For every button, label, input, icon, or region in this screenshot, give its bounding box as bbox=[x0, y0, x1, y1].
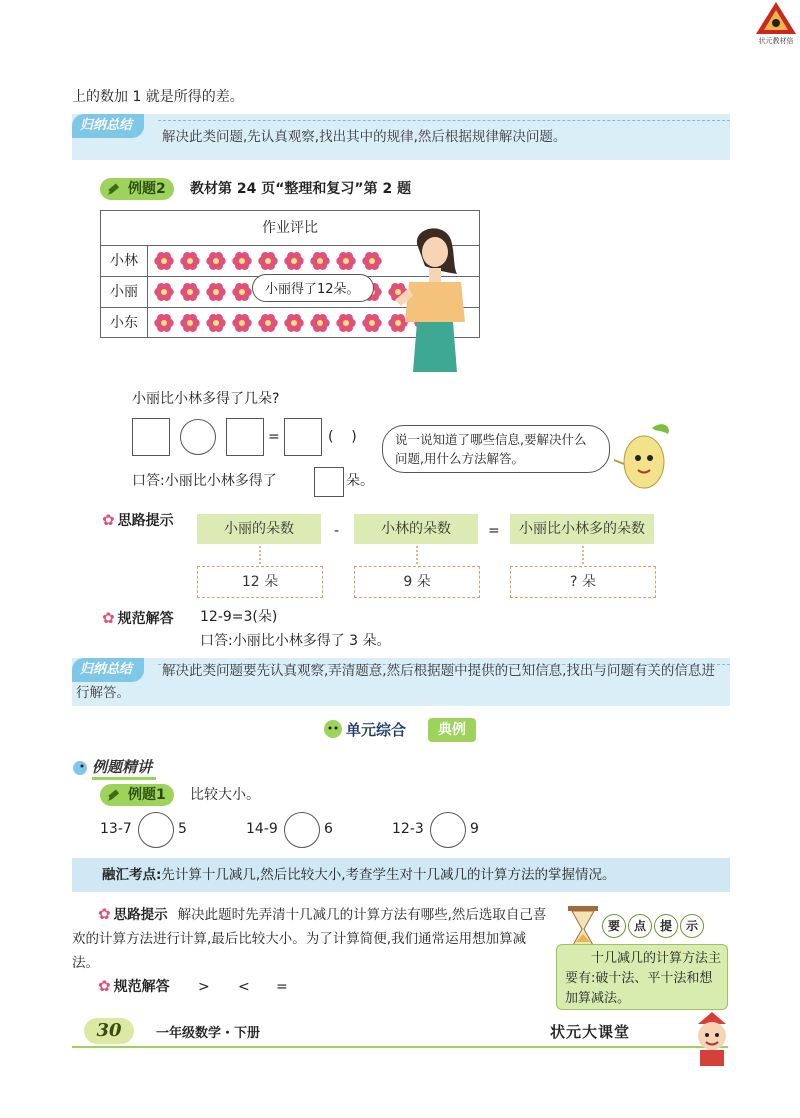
example1-tag-label: 例题1 bbox=[128, 787, 166, 803]
thinking2-text: 解决此题时先弄清十几减几的计算方法有哪些,然后选取自己喜欢的计算方法进行计算,最后比较大小。为了计算简便,我们通常运用想加算减法。 bbox=[72, 907, 547, 971]
flower-icon bbox=[336, 252, 355, 270]
answer-box-3[interactable] bbox=[284, 418, 322, 456]
mascot-speech-bubble bbox=[382, 425, 610, 473]
flower-icon bbox=[180, 252, 199, 270]
example2-title: 教材第 24 页“整理和复习”第 2 题 bbox=[190, 181, 412, 197]
keypoint-box bbox=[556, 944, 728, 1010]
think-value-unknown: ? 朵 bbox=[510, 566, 656, 598]
answer-label-1 bbox=[102, 608, 174, 628]
flower-icon bbox=[284, 252, 303, 270]
thinking-label-text-1: 思路提示 bbox=[117, 513, 174, 529]
example1-tag bbox=[100, 784, 174, 806]
teacher-illustration bbox=[395, 222, 475, 372]
answer1-line1: 12-9=3(朵) bbox=[200, 609, 278, 625]
mascot-illustration bbox=[612, 420, 674, 494]
thinking2-label: 思路提示 bbox=[113, 907, 168, 923]
think-minus: - bbox=[334, 523, 340, 539]
summary-text-2: 解决此类问题要先认真观察,弄清题意,然后根据题中提供的已知信息,找出与问题有关的信息进行解答。 bbox=[76, 663, 715, 701]
summary-tag-1: 归纳总结 bbox=[72, 114, 144, 138]
flower-bullet-icon: ✿ bbox=[102, 609, 115, 627]
flower-icon bbox=[362, 314, 381, 332]
compare-circle[interactable] bbox=[430, 812, 466, 848]
keypoint-char: 要 bbox=[602, 914, 626, 938]
kaodian-body: 先计算十几减几,然后比较大小,考查学生对十几减几的计算方法的掌握情况。 bbox=[161, 867, 616, 883]
footer-line bbox=[72, 1046, 728, 1048]
row-label: 小林 bbox=[101, 246, 148, 276]
teacher-speech-bubble bbox=[252, 274, 374, 302]
think-value-9: 9 朵 bbox=[354, 566, 480, 598]
pencil-icon bbox=[106, 181, 122, 197]
expr-right: 6 bbox=[324, 821, 333, 837]
mascot-bubble-text: 说一说知道了哪些信息,要解决什么问题,用什么方法解答。 bbox=[395, 432, 587, 466]
unit-header-right: 典例 bbox=[428, 718, 476, 742]
flower-bullet-icon: ✿ bbox=[102, 511, 115, 529]
flower-icon bbox=[180, 314, 199, 332]
answer2-symbol-2: < bbox=[238, 979, 250, 995]
answer-label-2 bbox=[98, 976, 170, 996]
think-box-lili: 小丽的朵数 bbox=[197, 514, 321, 544]
keypoint-char: 点 bbox=[628, 914, 652, 938]
footer-mascot bbox=[688, 1008, 736, 1068]
expr-right: 9 bbox=[470, 821, 479, 837]
table-header: 作业评比 bbox=[101, 211, 479, 246]
flower-icon bbox=[258, 252, 277, 270]
top-line: 上的数加 1 就是所得的差。 bbox=[72, 89, 244, 105]
flower-icon bbox=[154, 283, 173, 301]
compare-expr-1 bbox=[100, 812, 200, 848]
operator-circle[interactable] bbox=[180, 419, 216, 455]
expr-right: 5 bbox=[178, 821, 187, 837]
row-label: 小东 bbox=[101, 308, 148, 338]
flower-icon bbox=[362, 252, 381, 270]
summary-band-1 bbox=[72, 114, 730, 160]
flower-icon bbox=[258, 314, 277, 332]
compare-circle[interactable] bbox=[138, 812, 174, 848]
expr-left: 12-3 bbox=[392, 821, 424, 837]
think-value-12: 12 朵 bbox=[197, 566, 323, 598]
summary-text-1: 解决此类问题,先认真观察,找出其中的规律,然后根据规律解决问题。 bbox=[162, 129, 567, 145]
summary-band-2 bbox=[72, 658, 730, 706]
answer2-symbol-3: = bbox=[276, 979, 288, 995]
compare-expr-2 bbox=[246, 812, 346, 848]
brand-logo-icon bbox=[752, 0, 800, 38]
example2-tag-label: 例题2 bbox=[128, 181, 166, 197]
keypoint-title bbox=[602, 914, 704, 940]
flower-icon bbox=[206, 252, 225, 270]
row-label: 小丽 bbox=[101, 277, 148, 307]
answer1-line2: 口答:小丽比小林多得了 3 朵。 bbox=[200, 633, 391, 649]
page-number: 30 bbox=[84, 1018, 134, 1044]
footer-subject: 一年级数学・下册 bbox=[156, 1026, 261, 1041]
oral-answer-prefix: 口答:小丽比小林多得了 bbox=[132, 473, 277, 489]
expr-left: 14-9 bbox=[246, 821, 278, 837]
unit-header bbox=[322, 716, 478, 744]
flower-icon bbox=[310, 314, 329, 332]
keypoint-text: 十几减几的计算方法主要有:破十法、平十法和想加算减法。 bbox=[565, 951, 722, 1006]
unit-header-left: 单元综合 bbox=[346, 721, 407, 739]
oral-answer-box[interactable] bbox=[314, 467, 344, 497]
compare-circle[interactable] bbox=[284, 812, 320, 848]
bird-icon bbox=[70, 757, 90, 777]
think-box-diff: 小丽比小林多的朵数 bbox=[510, 514, 654, 544]
keypoint-char: 示 bbox=[680, 914, 704, 938]
thinking-label-1 bbox=[102, 510, 174, 530]
footer-brand: 状元大课堂 bbox=[550, 1023, 631, 1041]
expr-left: 13-7 bbox=[100, 821, 132, 837]
brand-logo bbox=[752, 0, 800, 48]
answer-box-2[interactable] bbox=[226, 418, 264, 456]
compare-expr-3 bbox=[392, 812, 492, 848]
think-box-lin: 小林的朵数 bbox=[354, 514, 478, 544]
flower-icon bbox=[232, 283, 251, 301]
kaodian-band bbox=[72, 858, 730, 892]
flower-icon bbox=[206, 283, 225, 301]
flower-bullet-icon: ✿ bbox=[98, 977, 111, 995]
question-text: 小丽比小林多得了几朵? bbox=[132, 391, 280, 407]
flower-icon bbox=[180, 283, 199, 301]
pencil-icon bbox=[106, 787, 122, 803]
flower-icon bbox=[154, 252, 173, 270]
dotted-connector bbox=[582, 546, 584, 564]
answer-label-text-2: 规范解答 bbox=[113, 979, 170, 995]
dotted-connector bbox=[259, 546, 261, 564]
unit-paren: ( ) bbox=[328, 429, 357, 445]
section-title-text: 例题精讲 bbox=[92, 756, 156, 780]
oral-answer-suffix: 朵。 bbox=[346, 473, 374, 489]
flower-icon bbox=[154, 314, 173, 332]
example1-title: 比较大小。 bbox=[190, 787, 260, 803]
summary-tag-2: 归纳总结 bbox=[72, 658, 144, 682]
flower-icon bbox=[336, 314, 355, 332]
kaodian-text bbox=[102, 864, 616, 886]
footer-bar bbox=[72, 1016, 728, 1050]
summary-dash-1 bbox=[158, 120, 730, 121]
answer-label-text-1: 规范解答 bbox=[117, 611, 174, 627]
flower-icon bbox=[232, 314, 251, 332]
flower-icon bbox=[284, 314, 303, 332]
answer-box-1[interactable] bbox=[132, 418, 170, 456]
flower-icon bbox=[232, 252, 251, 270]
dotted-connector bbox=[416, 546, 418, 564]
brand-logo-text: 状元教材倍 bbox=[758, 37, 794, 45]
think-equals: = bbox=[488, 523, 500, 539]
kaodian-label: 融汇考点: bbox=[102, 867, 162, 883]
teacher-bubble-text: 小丽得了12朵。 bbox=[265, 282, 360, 297]
flower-bullet-icon: ✿ bbox=[98, 905, 111, 923]
unit-mascot-icon bbox=[322, 717, 344, 743]
thinking2-paragraph bbox=[72, 902, 550, 975]
keypoint-char: 提 bbox=[654, 914, 678, 938]
answer2-symbol-1: > bbox=[198, 979, 210, 995]
flower-icon bbox=[310, 252, 329, 270]
example2-tag bbox=[100, 178, 174, 200]
flower-icon bbox=[206, 314, 225, 332]
equals-sign: = bbox=[268, 429, 280, 445]
